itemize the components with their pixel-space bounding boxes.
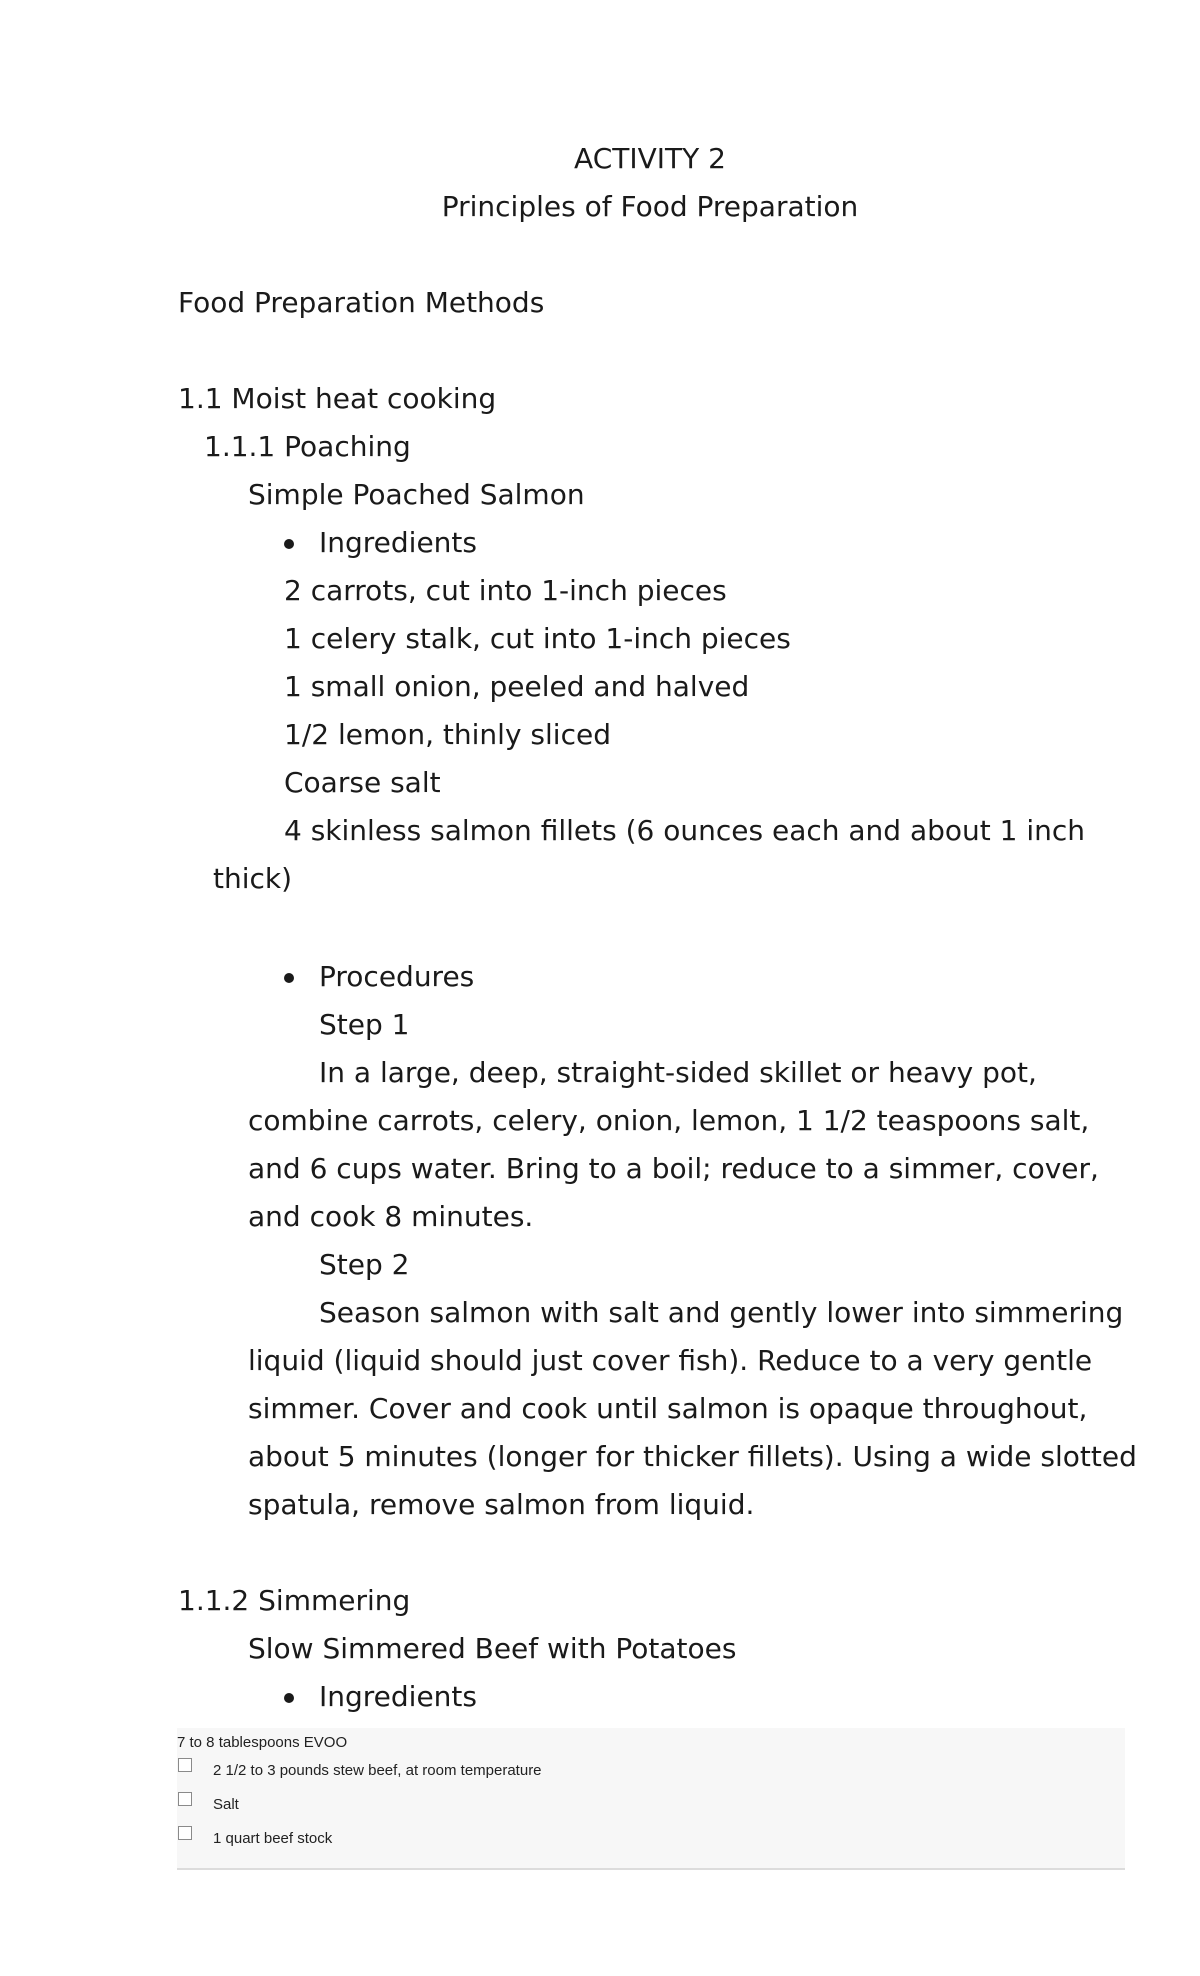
poaching-heading: 1.1.1 Poaching [204, 430, 411, 463]
ingredient-item: 4 skinless salmon fillets (6 ounces each and about 1 inch [284, 814, 1086, 847]
ingredients-label-salmon: Ingredients [319, 526, 477, 559]
embedded-ingredient-checklist [177, 1728, 1125, 1870]
activity-title: ACTIVITY 2 [574, 142, 726, 175]
recipe-title-salmon: Simple Poached Salmon [248, 478, 585, 511]
checklist-row [177, 1758, 777, 1780]
ingredients-label-beef: Ingredients [319, 1680, 477, 1713]
step-1-text-line: and 6 cups water. Bring to a boil; reduce to a simmer, cover, [248, 1152, 1099, 1185]
activity-subtitle: Principles of Food Preparation [441, 190, 859, 223]
ingredient-item: Coarse salt [284, 766, 441, 799]
step-2-text-line: liquid (liquid should just cover fish). Reduce to a very gentle [248, 1344, 1093, 1377]
simmering-heading: 1.1.2 Simmering [178, 1584, 411, 1617]
procedures-label: Procedures [319, 960, 475, 993]
checkbox-icon[interactable] [178, 1792, 192, 1806]
ingredient-item: 1/2 lemon, thinly sliced [284, 718, 611, 751]
step-2-text-line: Season salmon with salt and gently lower into simmering [319, 1296, 1124, 1329]
ingredient-item: 2 carrots, cut into 1-inch pieces [284, 574, 727, 607]
step-2-text-line: about 5 minutes (longer for thicker fillets). Using a wide slotted [248, 1440, 1137, 1473]
step-1-text-line: In a large, deep, straight-sided skillet or heavy pot, [319, 1056, 1037, 1089]
checklist-item-label: 2 1/2 to 3 pounds stew beef, at room temperature [213, 1762, 542, 1779]
recipe-title-beef: Slow Simmered Beef with Potatoes [248, 1632, 737, 1665]
bullet-icon [284, 1693, 294, 1703]
ingredient-item-wrap: thick) [213, 862, 293, 895]
checklist-first-item: 7 to 8 tablespoons EVOO [177, 1734, 348, 1751]
step-1-text-line: combine carrots, celery, onion, lemon, 1 1/2 teaspoons salt, [248, 1104, 1090, 1137]
bullet-icon [284, 973, 294, 983]
ingredient-item: 1 celery stalk, cut into 1-inch pieces [284, 622, 791, 655]
step-2-text-line: simmer. Cover and cook until salmon is opaque throughout, [248, 1392, 1088, 1425]
checkbox-icon[interactable] [178, 1826, 192, 1840]
checkbox-icon[interactable] [178, 1758, 192, 1772]
step-1-label: Step 1 [319, 1008, 410, 1041]
step-1-text-line: and cook 8 minutes. [248, 1200, 534, 1233]
checklist-item-label: Salt [213, 1796, 239, 1813]
step-2-text-line: spatula, remove salmon from liquid. [248, 1488, 755, 1521]
bullet-icon [284, 539, 294, 549]
step-2-label: Step 2 [319, 1248, 410, 1281]
section-heading: Food Preparation Methods [178, 286, 545, 319]
checklist-row [177, 1792, 777, 1814]
checklist-item-label: 1 quart beef stock [213, 1830, 333, 1847]
checklist-row [177, 1826, 777, 1848]
ingredient-item: 1 small onion, peeled and halved [284, 670, 750, 703]
moist-heat-heading: 1.1 Moist heat cooking [178, 382, 497, 415]
